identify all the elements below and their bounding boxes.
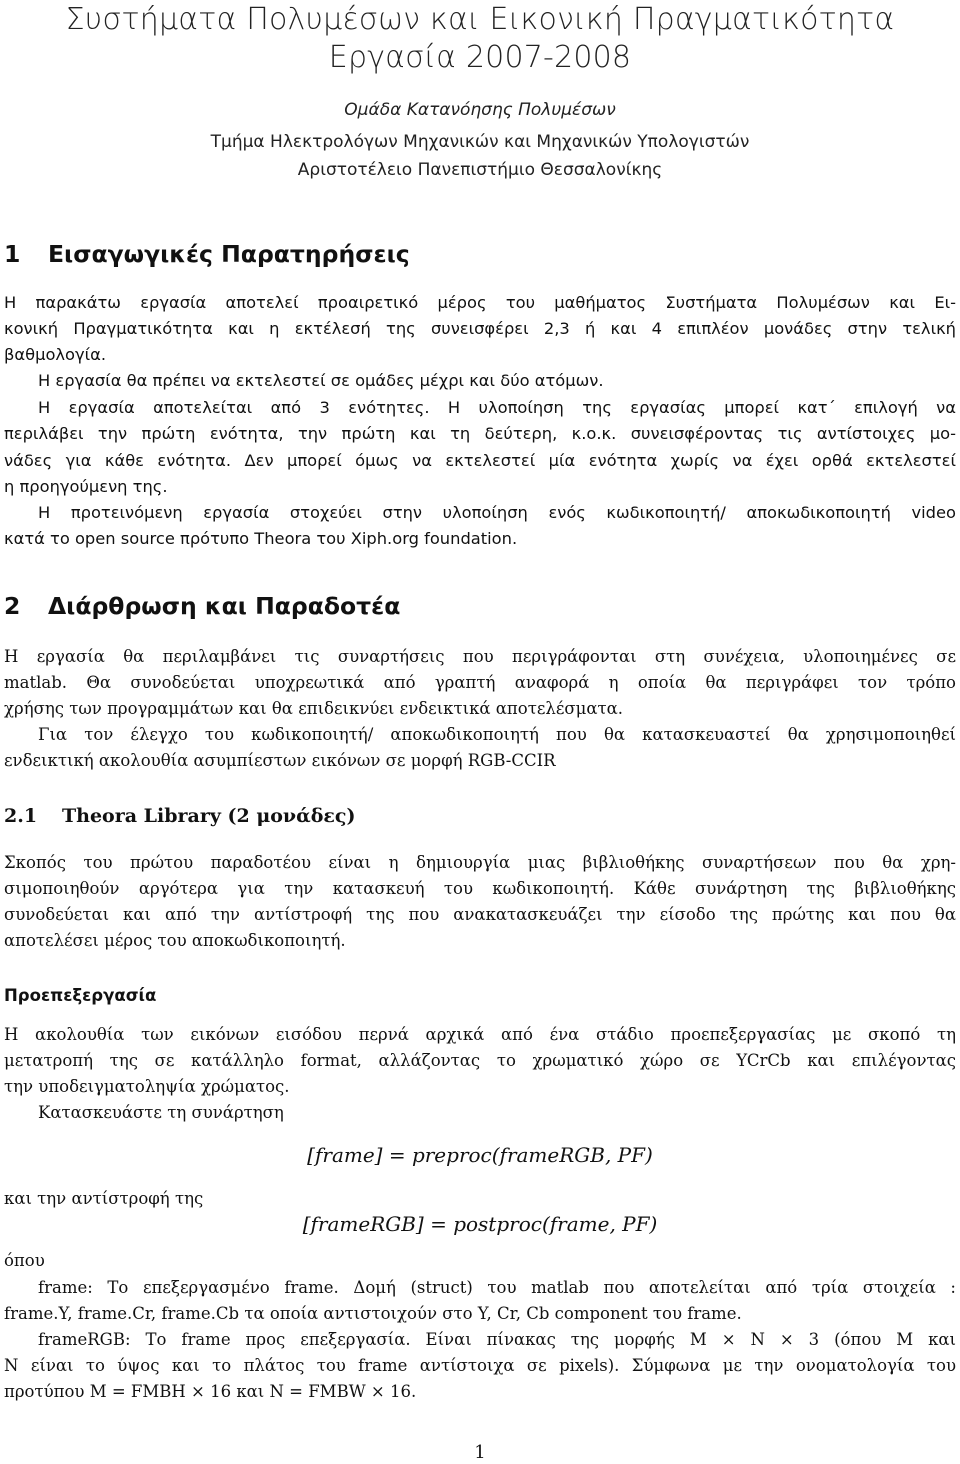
preprocessing-heading: Προεπεξεργασία <box>4 986 157 1005</box>
document-title-line-2: Εργασία 2007-2008 <box>328 40 632 75</box>
paragraph-line: βαθμολογία. <box>4 345 107 364</box>
paragraph-line: Η εργασία θα περιλαμβάνει τις συναρτήσεις που περιγράφονται στη συνέχεια, υλοποιημένες σε <box>4 647 956 666</box>
definition-line: frame: Το επεξεργασμένο frame. Δομή (struct) του matlab που αποτελείται από τρία στοιχεία : <box>38 1278 956 1297</box>
subsection-number: 2.1 <box>4 805 38 827</box>
paragraph-line: η προηγούμενη της. <box>4 477 168 496</box>
paragraph-line: Κατασκευάστε τη συνάρτηση <box>38 1103 284 1122</box>
group-name: Ομάδα Κατανόησης Πολυμέσων <box>344 100 616 120</box>
paragraph-line: Σκοπός του πρώτου παραδοτέου είναι η δημιουργία μιας βιβλιοθήκης συναρτήσεων που θα χρη- <box>4 853 956 872</box>
equation-preproc: [frame] = preproc(frameRGB, PF) <box>307 1143 653 1167</box>
paragraph-line: matlab. Θα συνοδεύεται υποχρεωτικά από γραπτή αναφορά η οποία θα περιγράφει τον τρόπο <box>4 673 956 692</box>
subsection-2-1-heading <box>4 805 356 827</box>
paragraph-line: σιμοποιηθούν αργότερα για την κατασκευή του κωδικοποιητή. Κάθε συνάρτηση της βιβλιοθήκης <box>4 879 956 898</box>
university-name: Αριστοτέλειο Πανεπιστήμιο Θεσσαλονίκης <box>297 160 663 180</box>
paragraph-line: κατά το open source πρότυπο Theora του Xiph.org foundation. <box>4 529 518 548</box>
equation-postproc: [frameRGB] = postproc(frame, PF) <box>302 1212 658 1236</box>
definition-line: frameRGB: Το frame προς επεξεργασία. Είναι πίνακας της μορφής M × N × 3 (όπου M και <box>38 1330 956 1349</box>
paragraph-line: την υποδειγματοληψία χρώματος. <box>4 1077 290 1096</box>
document-title-line-1: Συστήματα Πολυμέσων και Εικονική Πραγματικότητα <box>65 2 895 37</box>
paragraph-line: Η ακολουθία των εικόνων εισόδου περνά αρχικά από ένα στάδιο προεπεξεργασίας με σκοπό τη <box>4 1025 956 1044</box>
paragraph-line: νάδες για κάθε ενότητα. Δεν μπορεί όμως να εκτελεστεί μία ενότητα χωρίς να έχει ορθά εκτελεστεί <box>4 451 956 470</box>
paragraph-line: Η εργασία αποτελείται από 3 ενότητες. Η υλοποίηση της εργασίας μπορεί κατ΄ επιλογή να <box>38 398 956 417</box>
section-title: Διάρθρωση και Παραδοτέα <box>48 592 401 620</box>
section-title: Εισαγωγικές Παρατηρήσεις <box>48 240 410 268</box>
paragraph-line: Η εργασία θα πρέπει να εκτελεστεί σε ομάδες μέχρι και δύο ατόμων. <box>38 371 604 390</box>
section-number: 2 <box>4 592 21 620</box>
department-name: Τμήμα Ηλεκτρολόγων Μηχανικών και Μηχανικών Υπολογιστών <box>210 132 750 152</box>
subsection-title: Theora Library (2 μονάδες) <box>62 805 356 827</box>
definition-line: frame.Y, frame.Cr, frame.Cb τα οποία αντιστοιχούν στο Y, Cr, Cb component του frame. <box>4 1304 742 1323</box>
paragraph-line: ενδεικτική ακολουθία ασυμπίεστων εικόνων σε μορφή RGB-CCIR <box>4 751 556 770</box>
definition-line: N είναι το ύψος και το πλάτος του frame αντίστοιχα σε pixels). Σύμφωνα με την ονοματολογία του <box>4 1356 956 1375</box>
paragraph-line: Για τον έλεγχο του κωδικοποιητή/ αποκωδικοποιητή που θα κατασκευαστεί θα χρησιμοποιηθεί <box>38 725 956 744</box>
paragraph-line: χρήσης των προγραμμάτων και θα επιδεικνύει ενδεικτικά αποτελέσματα. <box>4 699 624 718</box>
paragraph-line: αποτελέσει μέρος του αποκωδικοποιητή. <box>4 931 346 950</box>
paragraph-line: όπου <box>4 1251 45 1270</box>
section-2-heading <box>4 592 400 620</box>
section-number: 1 <box>4 240 21 268</box>
paragraph-line: Η προτεινόμενη εργασία στοχεύει στην υλοποίηση ενός κωδικοποιητή/ αποκωδικοποιητή video <box>38 503 956 522</box>
paragraph-line: μετατροπή της σε κατάλληλο format, αλλάζοντας το χρωματικό χώρο σε YCrCb και επιλέγοντας <box>4 1051 956 1070</box>
paragraph-line: περιλάβει την πρώτη ενότητα, την πρώτη και τη δεύτερη, κ.ο.κ. συνεισφέροντας τις αντίστοιχες μο- <box>4 424 956 443</box>
section-1-heading <box>4 240 410 268</box>
paragraph-line: κονική Πραγματικότητα και η εκτέλεσή της συνεισφέρει 2,3 ή και 4 επιπλέον μονάδες στην τελική <box>4 319 956 338</box>
definition-line: προτύπου M = FMBH × 16 και N = FMBW × 16. <box>4 1382 417 1401</box>
paragraph-line: Η παρακάτω εργασία αποτελεί προαιρετικό μέρος του μαθήματος Συστήματα Πολυμέσων και Ει- <box>4 293 956 312</box>
page-number: 1 <box>474 1442 486 1463</box>
paragraph-line: και την αντίστροφή της <box>4 1189 204 1208</box>
paragraph-line: συνοδεύεται και από την αντίστροφή της που ανακατασκευάζει την είσοδο της πρώτης και που θα <box>4 905 956 924</box>
